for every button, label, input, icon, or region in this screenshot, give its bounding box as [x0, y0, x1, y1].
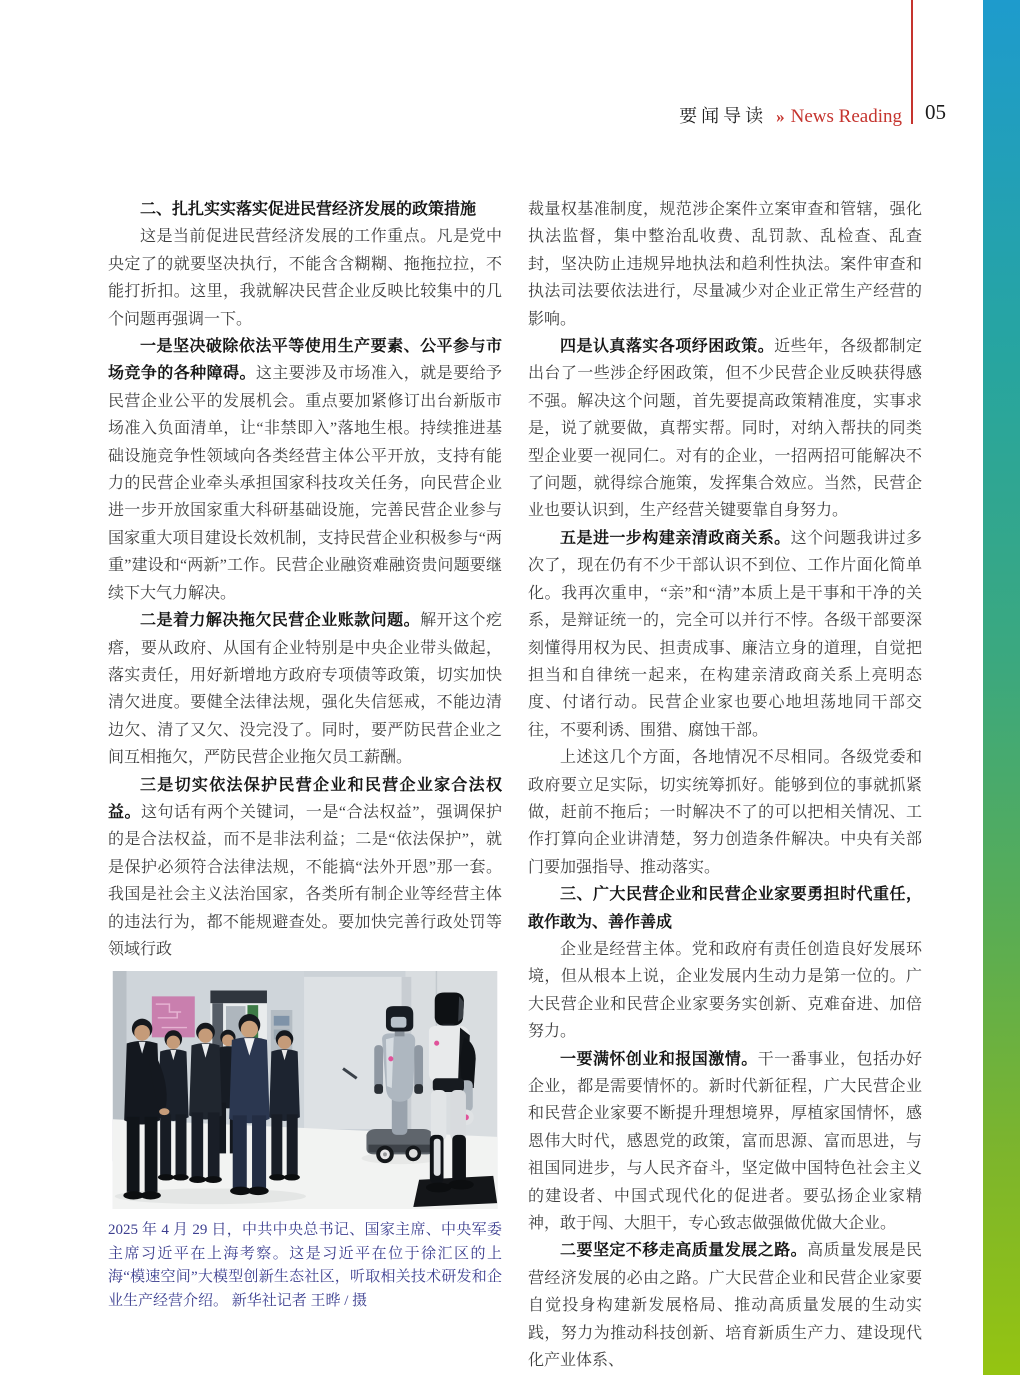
paragraph-text: 这个问题我讲过多次了，现在仍有不少干部认识不到位、工作片面化简单化。我再次重申，“亲”和“清”本质上是干事和干净的关系，是辩证统一的，完全可以并行不悖。各级干部要深刻懂得用权为民、担责成事、廉洁立身的道理，自觉把担当和自律统一起来，在构建亲清政商关系上亮明态度、付诸行动。民营企业家也要心地坦荡地同干部交往，不要利诱、围猎、腐蚀干部。: [528, 529, 922, 739]
paragraph: [108, 772, 502, 964]
paragraph-text: 这句话有两个关键词，一是“合法权益”，强调保护的是合法权益，而不是非法利益；二是“依法保护”，就是保护必须符合法律法规，不能搞“法外开恩”那一套。我国是社会主义法治国家，各类所有制企业等经营主体的违法行为，都不能规避查处。要加快完善行政处罚等领域行政: [108, 803, 502, 958]
paragraph-text: 裁量权基准制度，规范涉企案件立案审查和管辖，强化执法监督，集中整治乱收费、乱罚款、乱检查、乱查封，坚决防止违规异地执法和趋利性执法。案件审查和执法司法要依法进行，尽量减少对企业正常生产经营的影响。: [528, 201, 922, 328]
paragraph-text: 干一番事业，包括办好企业，都是需要情怀的。新时代新征程，广大民营企业和民营企业家要不断提升理想境界，厚植家国情怀，感恩伟大时代，感恩党的政策，富而思源、富而思进，与祖国同进步，与人民齐奋斗，坚定做中国特色社会主义的建设者、中国式现代化的促进者。要弘扬企业家精神，敢于闯、大胆干，专心致志做强做优做大企业。: [528, 1050, 922, 1233]
xi-visit-photo-illustration: [108, 971, 502, 1209]
section-heading: 二、扎扎实实落实促进民营经济发展的政策措施: [140, 201, 477, 218]
paragraph-text: 解开这个疙瘩，要从政府、从国有企业特别是中央企业带头做起，落实责任，用好新增地方政府专项债等政策，切实加快清欠进度。要健全法律法规，强化失信惩戒，不能边清边欠、清了又欠、没完没了。同时，要严防民营企业之间互相拖欠，严防民营企业拖欠员工薪酬。: [108, 612, 502, 767]
double-chevron-icon: »: [776, 107, 782, 126]
paragraph: [528, 1237, 922, 1374]
edge-gradient-bar: [983, 0, 1020, 1375]
left-column: [108, 196, 502, 1374]
paragraph-text: 上述这几个方面，各地情况不尽相同。各级党委和政府要立足实际，切实统筹抓好。能够到位的事就抓紧做，赶前不拖后；一时解决不了的可以把相关情况、工作打算向企业讲清楚，努力创造条件解决。中央有关部门要加强指导、推动落实。: [528, 749, 922, 876]
section-title-en: News Reading: [790, 106, 902, 127]
header-red-rule: [911, 0, 913, 124]
photo-caption: [108, 1219, 502, 1313]
paragraph-lead: 二要坚定不移走高质量发展之路。: [560, 1242, 808, 1260]
paragraph-lead: 一是坚决破除依法平等使用生产要素、公平参与市场竞争的各种障碍。: [108, 338, 502, 383]
paragraph-text: 这主要涉及市场准入，就是要给予民营企业公平的发展机会。重点要加紧修订出台新版市场准入负面清单，让“非禁即入”落地生根。持续推进基础设施竞争性领域向各类经营主体公平开放，支持有能力的民营企业牵头承担国家科技攻关任务，向民营企业进一步开放国家重大科研基础设施，完善民营企业参与国家重大项目建设长效机制，支持民营企业积极参与“两重”建设和“两新”工作。民营企业融资难融资贵问题要继续下大气力解决。: [108, 365, 502, 602]
paragraph: [528, 936, 922, 1046]
paragraph-text: 近些年，各级都制定出台了一些涉企纾困政策，但不少民营企业反映获得感不强。解决这个问题，首先要提高政策精准度，实事求是，说了就要做，真帮实帮。同时，对纳入帮扶的同类型企业要一视同仁。对有的企业，一招两招可能解决不了问题，就得综合施策，发挥集合效应。当然，民营企业也要认识到，生产经营关键要靠自身努力。: [528, 338, 922, 520]
paragraph-text: 企业是经营主体。党和政府有责任创造良好发展环境，但从根本上说，企业发展内生动力是第一位的。广大民营企业和民营企业家要务实创新、克难奋进、加倍努力。: [528, 940, 922, 1041]
paragraph: [528, 744, 922, 881]
paragraph: [108, 333, 502, 607]
paragraph-text: 高质量发展是民营经济发展的必由之路。广大民营企业和民营企业家要自觉投身构建新发展格局、推动高质量发展的生动实践，努力为推动科技创新、培育新质生产力、建设现代化产业体系、: [528, 1242, 922, 1370]
caption-text: 2025 年 4 月 29 日，中共中央总书记、国家主席、中央军委主席习近平在上海考察。这是习近平在位于徐汇区的上海“模速空间”大模型创新生态社区，听取相关技术研发和企业生产经营介绍。: [108, 1222, 502, 1309]
article-body: [108, 196, 922, 1374]
paragraph: [528, 525, 922, 744]
news-photo: [108, 971, 502, 1209]
page-number: 05: [925, 100, 946, 124]
section-heading: 三、广大民营企业和民营企业家要勇担时代重任，敢作敢为、善作善成: [528, 886, 922, 931]
section-title-cn: 要闻导读: [679, 106, 768, 126]
paragraph: [528, 333, 922, 525]
right-column: [528, 196, 922, 1374]
paragraph-text: 这是当前促进民营经济发展的工作重点。凡是党中央定了的就要坚决执行，不能含含糊糊、拖拖拉拉，不能打折扣。这里，我就解决民营企业反映比较集中的几个问题再强调一下。: [108, 228, 502, 328]
paragraph: [528, 196, 922, 333]
page-header: [679, 102, 902, 128]
paragraph: [108, 607, 502, 771]
photo-credit: 新华社记者 王晔 / 摄: [231, 1292, 368, 1309]
paragraph: [108, 223, 502, 333]
paragraph-lead: 三是切实依法保护民营企业和民营企业家合法权益。: [108, 776, 502, 821]
paragraph-lead: 四是认真落实各项纾困政策。: [560, 338, 775, 356]
paragraph-lead: 二是着力解决拖欠民营企业账款问题。: [140, 612, 421, 630]
paragraph-lead: 一要满怀创业和报国激情。: [560, 1050, 758, 1068]
paragraph: [528, 1046, 922, 1238]
paragraph-lead: 五是进一步构建亲清政商关系。: [560, 529, 791, 547]
